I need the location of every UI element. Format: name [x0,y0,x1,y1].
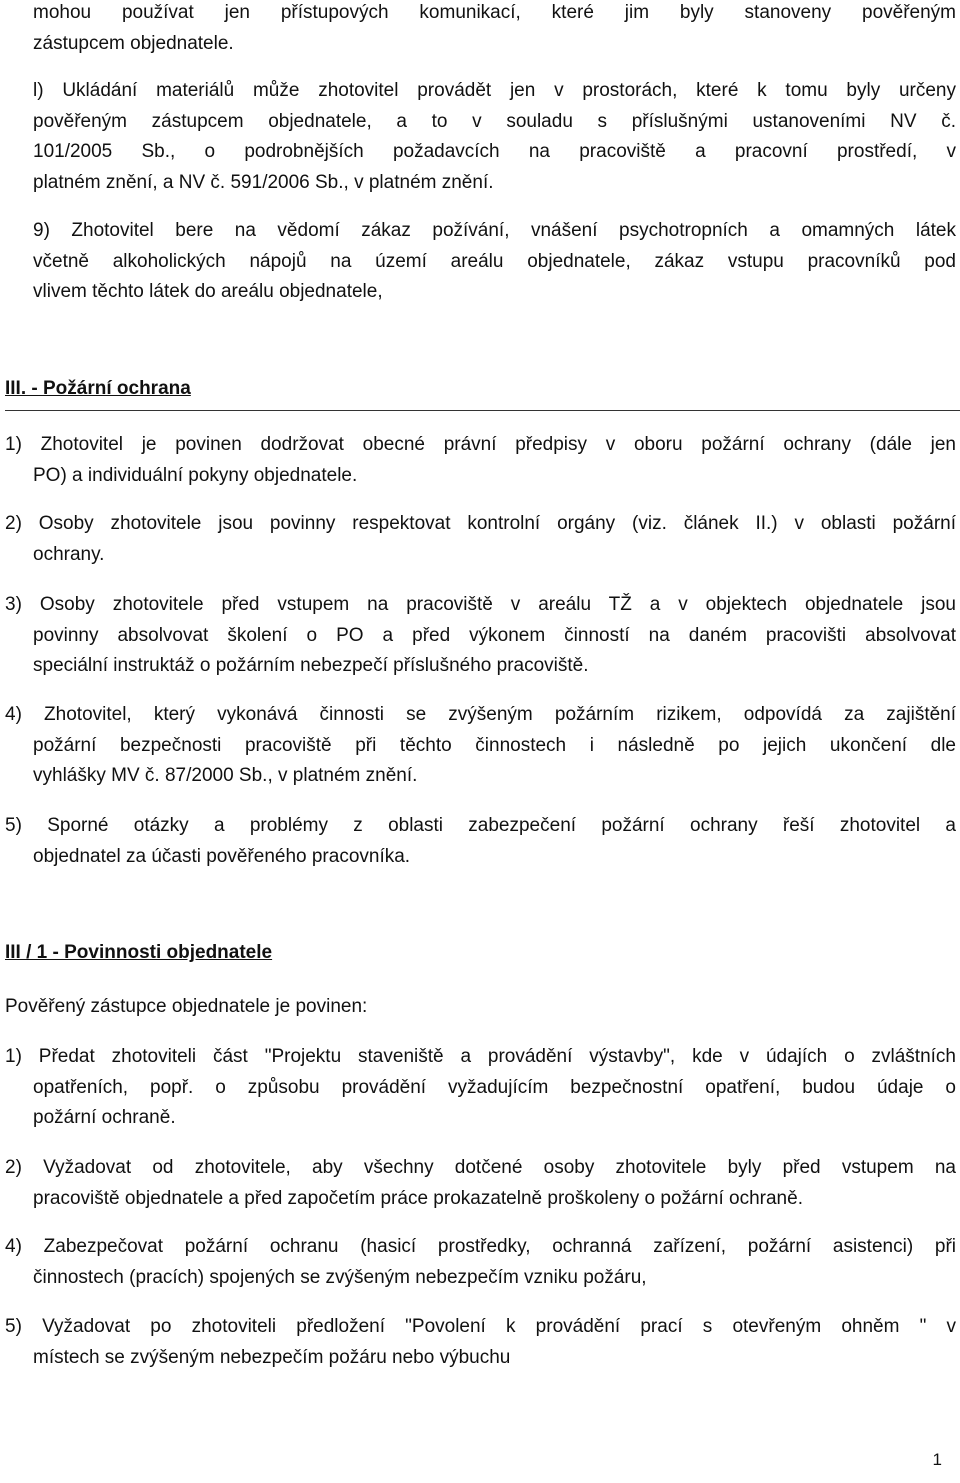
text-line: mohou používat jen přístupových komunikací, které jim byly stanoveny pověřeným [33,2,956,23]
text-line: zástupcem objednatele. [33,32,234,54]
item-text: Předat zhotoviteli část "Projektu staveniště a provádění výstavby", kde v údajích o zvláštních [38,1046,957,1067]
text-line: pověřeným zástupcem objednatele, a to v souladu s příslušnými ustanoveními NV č. [33,110,956,132]
heading-rule [5,410,960,411]
paragraph-9 [33,216,956,308]
text-line: platném znění, a NV č. 591/2006 Sb., v platném znění. [33,171,494,193]
text-line: objednatel za účasti pověřeného pracovníka. [33,845,411,867]
text-line [5,509,956,540]
item-text: Zhotovitel, který vykonává činnosti se zvýšeným požárním rizikem, odpovídá za zajištění [44,704,957,725]
item-number: 5) [5,815,22,836]
paragraph-l [33,76,956,198]
item-text: Vyžadovat od zhotovitele, aby všechny dotčené osoby zhotovitele byly před vstupem na [43,1157,956,1178]
duty-item-1 [5,1042,957,1134]
text-line: Pověřený zástupce objednatele je povinen: [5,996,368,1017]
text-line: požární bezpečnosti pracoviště při těchto činnostech i následně po jejich ukončení dle [33,734,956,756]
duty-item-5 [5,1312,957,1373]
item-number: 1) [5,434,22,455]
text-line: místech se zvýšeným nebezpečím požáru nebo výbuchu [33,1346,511,1368]
text-line: l) Ukládání materiálů může zhotovitel provádět jen v prostorách, které k tomu byly určeny [33,80,956,101]
duty-item-4 [5,1232,956,1293]
fire-item-4 [5,700,957,792]
text-line: speciální instruktáž o požárním nebezpečí příslušného pracoviště. [33,655,589,676]
item-text: Zabezpečovat požární ochranu (hasicí prostředky, ochranná zařízení, požární asistenci) při [43,1236,956,1257]
duty-item-2 [5,1153,956,1214]
text-line: ochrany. [33,543,105,565]
fire-item-3 [5,590,956,682]
item-text: Osoby zhotovitele jsou povinny respektovat kontrolní orgány (viz. článek II.) v oblasti požární [38,513,956,534]
text-line: vyhlášky MV č. 87/2000 Sb., v platném znění. [33,765,418,786]
page-number: 1 [932,1450,942,1469]
text-line: vlivem těchto látek do areálu objednatele, [33,281,383,302]
item-text: Vyžadovat po zhotoviteli předložení "Povolení k provádění prací s otevřeným ohněm " v [42,1316,957,1337]
text-line: 101/2005 Sb., o podrobnějších požadavcích na pracoviště a pracovní prostředí, v [33,141,956,162]
text-line [5,811,956,842]
text-line [5,1153,956,1184]
text-line: pracoviště objednatele a před započetím práce prokazatelně proškoleny o požární ochraně. [33,1187,803,1209]
text-line: opatřeních, popř. o způsobu provádění vyžadujícím bezpečnostní opatření, budou údaje o [33,1076,956,1098]
text-line [5,700,956,731]
paragraph-continuation [33,0,956,59]
text-line [5,1232,956,1263]
item-text: Osoby zhotovitele před vstupem na pracoviště v areálu TŽ a v objektech objednatele jsou [39,594,956,615]
text-line [5,430,956,461]
text-line: včetně alkoholických nápojů na území areálu objednatele, zákaz vstupu pracovníků pod [33,250,956,272]
section-heading-fire-protection: III. - Požární ochrana [5,378,191,399]
item-text: Sporné otázky a problémy z oblasti zabezpečení požární ochrany řeší zhotovitel a [47,815,956,836]
item-number: 3) [5,594,22,615]
item-number: 2) [5,513,22,534]
item-number: 5) [5,1316,22,1337]
text-line: 9) Zhotovitel bere na vědomí zákaz požívání, vnášení psychotropních a omamných látek [33,220,956,241]
text-line [5,1312,956,1343]
text-line: požární ochraně. [33,1107,176,1128]
fire-item-5 [5,811,956,872]
text-line [5,590,956,621]
item-number: 2) [5,1157,22,1178]
section-heading-client-duties: III / 1 - Povinnosti objednatele [5,942,273,963]
text-line: činnostech (pracích) spojených se zvýšeným nebezpečím vzniku požáru, [33,1266,647,1288]
text-line: povinny absolvovat školení o PO a před výkonem činností na daném pracovišti absolvovat [33,624,956,646]
item-number: 1) [5,1046,22,1067]
intro-paragraph [5,992,956,1023]
text-line [5,1042,956,1073]
item-number: 4) [5,1236,22,1257]
text-line: PO) a individuální pokyny objednatele. [33,464,358,486]
item-number: 4) [5,704,22,725]
item-text: Zhotovitel je povinen dodržovat obecné právní předpisy v oboru požární ochrany (dále jen [40,434,956,455]
fire-item-1 [5,430,956,491]
fire-item-2 [5,509,956,570]
